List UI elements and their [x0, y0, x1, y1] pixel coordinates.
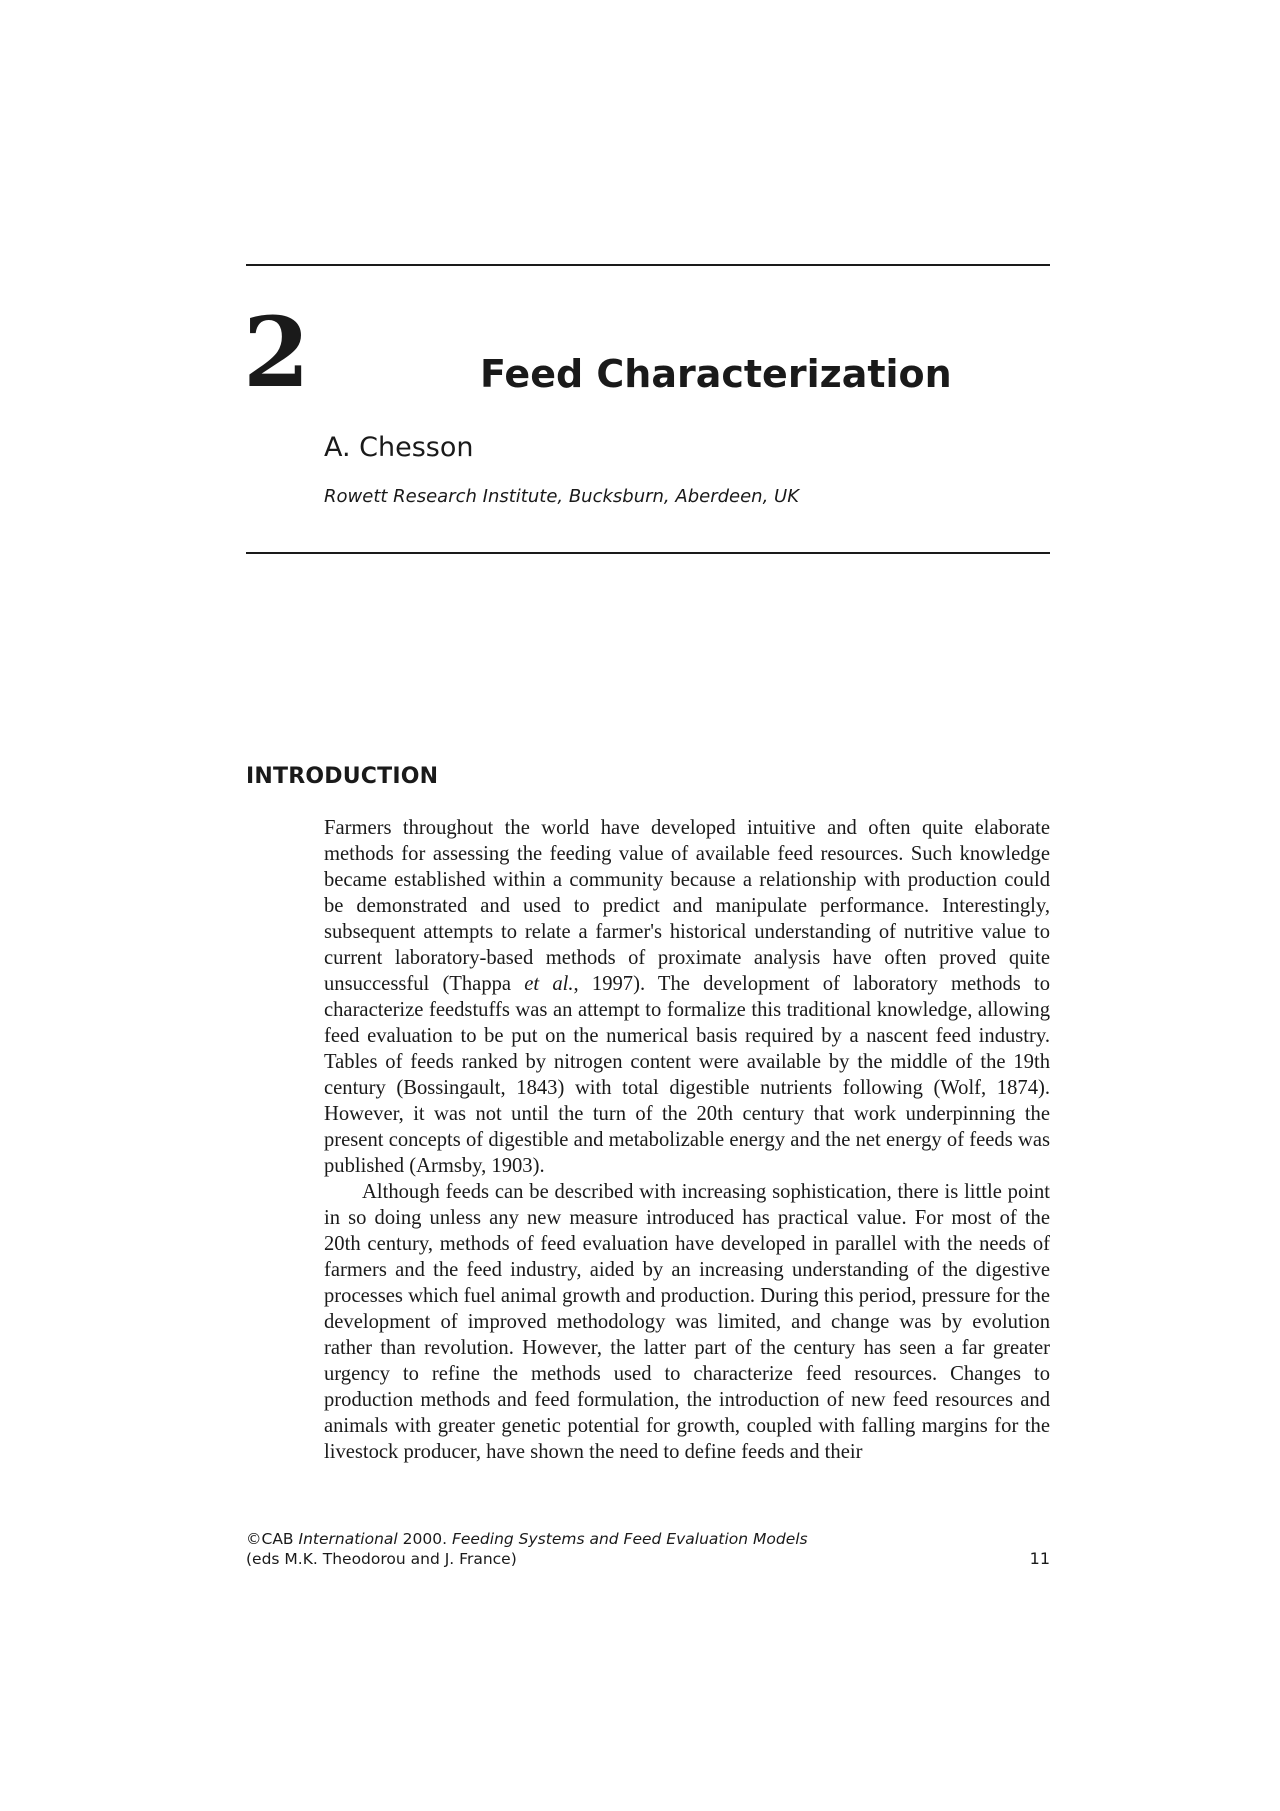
- copyright-year: 2000.: [397, 1530, 452, 1548]
- copyright-prefix: ©CAB: [246, 1530, 299, 1548]
- publisher-name: International: [298, 1530, 398, 1548]
- paragraph-1-part-a: Farmers throughout the world have developed intuitive and often quite elaborate methods for assessing the feeding value of available feed resources. Such knowledge became established within a community because a relationship with production could be demonstrated and used to predict and manipulate performance. Interestingly, subsequent attempts to relate a farmer's historical understanding of nutritive value to current laboratory-based methods of proximate analysis have often proved quite unsuccessful (Thappa: [324, 817, 1050, 995]
- section-heading: INTRODUCTION: [246, 764, 439, 789]
- chapter-number: 2: [243, 296, 310, 409]
- body-text: [324, 815, 1050, 1465]
- footer-citation: [246, 1529, 808, 1569]
- author-name: A. Chesson: [324, 432, 474, 463]
- paragraph-1: [324, 815, 1050, 1179]
- bottom-rule: [246, 552, 1050, 554]
- footer-editors: (eds M.K. Theodorou and J. France): [246, 1550, 517, 1568]
- paragraph-2: Although feeds can be described with increasing sophistication, there is little point in so doing unless any new measure introduced has practical value. For most of the 20th century, methods of feed evaluation have developed in parallel with the needs of farmers and the feed industry, aided by an increasing understanding of the digestive processes which fuel animal growth and production. During this period, pressure for the development of improved methodology was limited, and change was by evolution rather than revolution. However, the latter part of the century has seen a far greater urgency to refine the methods used to characterize feed resources. Changes to production methods and feed formulation, the introduction of new feed resources and animals with greater genetic potential for growth, coupled with falling margins for the livestock producer, have shown the need to define feeds and their: [324, 1181, 1050, 1463]
- footer-line-1: [246, 1529, 808, 1549]
- citation-et-al: et al.: [524, 973, 574, 995]
- page-number: 11: [1029, 1549, 1050, 1568]
- top-rule: [246, 264, 1050, 266]
- chapter-title: Feed Characterization: [480, 352, 952, 396]
- paragraph-1-part-b: , 1997). The development of laboratory methods to characterize feedstuffs was an attempt to formalize this traditional knowledge, allowing feed evaluation to be put on the numerical basis required by a nascent feed industry. Tables of feeds ranked by nitrogen content were available by the middle of the 19th century (Bossingault, 1843) with total digestible nutrients following (Wolf, 1874). However, it was not until the turn of the 20th century that work underpinning the present concepts of digestible and metabolizable energy and the net energy of feeds was published (Armsby, 1903).: [324, 973, 1050, 1177]
- book-title: Feeding Systems and Feed Evaluation Models: [451, 1530, 808, 1548]
- author-affiliation: Rowett Research Institute, Bucksburn, Aberdeen, UK: [324, 486, 799, 507]
